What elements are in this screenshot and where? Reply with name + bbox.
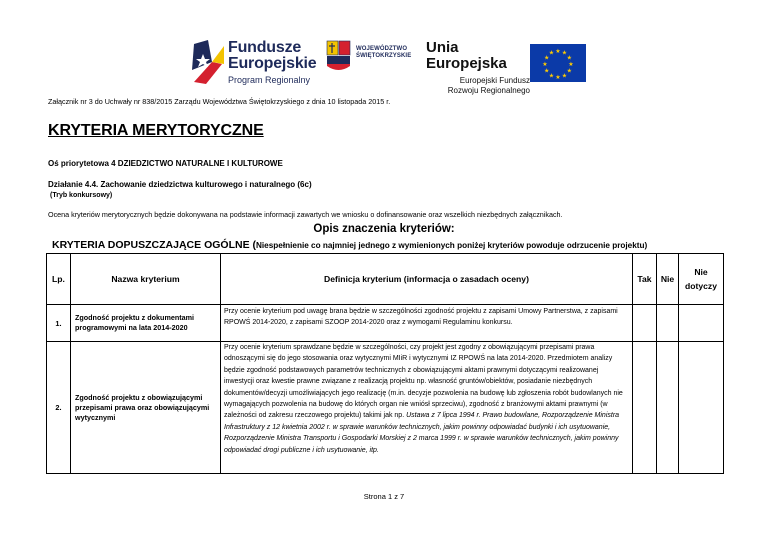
row1-name: Zgodność projektu z dokumentami programowymi na lata 2014-2020 xyxy=(71,305,221,342)
table-header-row xyxy=(47,254,724,305)
fe-line2: Europejskie xyxy=(228,55,317,72)
header-lp: Lp. xyxy=(47,254,71,305)
fe-line3: Program Regionalny xyxy=(228,75,311,85)
ue-line1: Unia Europejska xyxy=(426,39,507,72)
svg-text:★: ★ xyxy=(555,74,561,81)
action-line: Działanie 4.4. Zachowanie dziedzictwa kulturowego i naturalnego (6c) xyxy=(48,180,312,189)
svg-text:★: ★ xyxy=(561,49,568,57)
table-row xyxy=(47,342,724,474)
criteria-heading-sub: Niespełnienie co najmniej jednego z wymienionych poniżej kryteriów powoduje odrzucenie projektu) xyxy=(255,241,648,250)
row1-no-cell[interactable] xyxy=(657,305,679,342)
fe-line1: Fundusze xyxy=(228,39,302,56)
header-name: Nazwa kryterium xyxy=(71,254,221,305)
row2-name: Zgodność projektu z obowiązującymi przepisami prawa oraz obowiązującymi wytycznymi xyxy=(71,342,221,474)
wojewodztwo-logo xyxy=(326,40,418,74)
header-note: Załącznik nr 3 do Uchwały nr 838/2015 Zarządu Województwa Świętokrzyskiego z dnia 10 listopada 2015 r. xyxy=(48,97,391,106)
fundusze-europejskie-logo xyxy=(192,40,322,86)
criteria-heading-main: KRYTERIA DOPUSZCZAJĄCE OGÓLNE ( xyxy=(52,239,256,251)
header-na: Nie dotyczy xyxy=(679,254,724,305)
woj-line1: WOJEWÓDZTWO xyxy=(356,46,408,52)
fe-star-icon xyxy=(192,40,226,84)
header-definition: Definicja kryterium (informacja o zasadach oceny) xyxy=(221,254,633,305)
eu-stars-icon xyxy=(530,44,586,82)
row2-no-cell[interactable] xyxy=(657,342,679,474)
criteria-heading xyxy=(52,239,647,251)
mode-line: (Tryb konkursowy) xyxy=(50,192,113,199)
unia-europejska-logo xyxy=(426,39,530,95)
svg-text:★: ★ xyxy=(548,49,555,57)
svg-text:★: ★ xyxy=(542,61,548,68)
woj-line2: ŚWIĘTOKRZYSKIE xyxy=(356,53,412,59)
row2-definition-italic: Ustawa z 7 lipca 1994 r. Prawo budowlane, Rozporządzenie Ministra Infrastruktury z 12 kwietnia 2002 r. w sprawie warunków technicznych, jakim powinny odpowiadać budynki i ich usytuowanie, Rozporządzenie Ministra Transportu i Gospodarki Morskiej z 2 marca 1999 r. w sprawie warunków technicznych, jakim powinny odpowiadać drogi publiczne i ich usytuowanie, itp. xyxy=(224,412,620,454)
criteria-table xyxy=(46,253,724,474)
row2-definition xyxy=(221,342,633,474)
svg-text:★: ★ xyxy=(555,48,561,55)
row1-na-cell[interactable] xyxy=(679,305,724,342)
page-title: KRYTERIA MERYTORYCZNE xyxy=(48,122,264,139)
eu-flag-icon xyxy=(530,44,586,82)
intro-text: Ocena kryteriów merytorycznych będzie dokonywana na podstawie informacji zawartych we wniosku o dofinansowanie oraz wszelkich niezbędnych załącznikach. xyxy=(48,210,563,219)
row2-definition-plain: Przy ocenie kryterium sprawdzane będzie w szczególności, czy projekt jest zgodny z obowiązującymi przepisami prawa odnoszącymi się do jego stosowania oraz wytycznymi MIiR i wytycznymi IZ RPOWŚ na lata 2014-2020. Przedmiotem analizy będzie zgodność podstawowych parametrów technicznych z obowiązującymi aktami prawnymi dotyczącymi realizowanej inwestycji oraz kwestie prawne związane z realizacją projektu np. własność gruntów/obiektów, posiadanie niezbędnych dokumentów/decyzji umożliwiających jego realizację (m.in. decyzje pozwolenia na budowę lub zgłoszenia robót budowlanych nie wymagających pozwolenia na budowę do których organ nie wniósł sprzeciwu), zgodność z branżowymi aktami prawnymi (w zależności od zakresu rzeczowego projektu) takimi jak np. xyxy=(224,344,623,420)
svg-text:★: ★ xyxy=(566,67,572,75)
svg-text:★: ★ xyxy=(568,61,574,68)
svg-text:★: ★ xyxy=(544,54,550,62)
table-row xyxy=(47,305,724,342)
section-heading: Opis znaczenia kryteriów: xyxy=(313,223,455,235)
row2-lp: 2. xyxy=(47,342,71,474)
coat-of-arms-icon xyxy=(326,40,352,72)
row1-lp: 1. xyxy=(47,305,71,342)
svg-text:★: ★ xyxy=(561,72,568,80)
header-yes: Tak xyxy=(633,254,657,305)
svg-text:★: ★ xyxy=(566,54,572,62)
ue-line3: Rozwoju Regionalnego xyxy=(447,86,530,95)
svg-text:★: ★ xyxy=(544,67,550,75)
priority-axis: Oś priorytetowa 4 DZIEDZICTWO NATURALNE I KULTUROWE xyxy=(48,159,283,168)
row1-yes-cell[interactable] xyxy=(633,305,657,342)
row2-yes-cell[interactable] xyxy=(633,342,657,474)
row1-definition: Przy ocenie kryterium pod uwagę brana będzie w szczególności zgodność projektu z zapisami Umowy Partnerstwa, z zapisami RPOWŚ 2014-2020, z zapisami SZOOP 2014-2020 oraz z wymogami Regulaminu konkursu. xyxy=(221,305,633,342)
page-footer: Strona 1 z 7 xyxy=(363,492,405,501)
row2-na-cell[interactable] xyxy=(679,342,724,474)
ue-line2: Europejski Fundusz xyxy=(459,76,530,85)
svg-text:★: ★ xyxy=(548,72,555,80)
header-no: Nie xyxy=(657,254,679,305)
